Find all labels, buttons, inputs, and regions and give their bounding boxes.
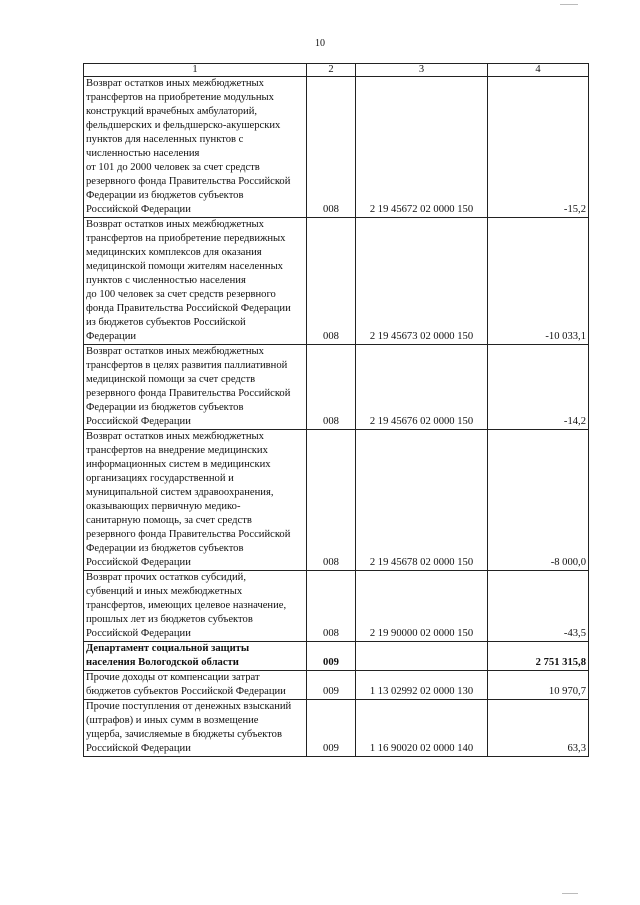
row-name-cell: Департамент социальной защиты населения Вологодской области <box>84 642 307 671</box>
row-amount-cell: -43,5 <box>488 571 589 642</box>
row-code-cell: 2 19 45678 02 0000 150 <box>356 430 488 571</box>
column-header: 1 <box>84 64 307 77</box>
table-row <box>84 77 589 218</box>
row-code-cell: 2 19 90000 02 0000 150 <box>356 571 488 642</box>
table-row <box>84 218 589 345</box>
table-row <box>84 671 589 700</box>
column-header: 4 <box>488 64 589 77</box>
table-body <box>84 77 589 757</box>
row-amount-cell: -14,2 <box>488 345 589 430</box>
row-chapter-cell: 008 <box>307 345 356 430</box>
row-code-cell: 2 19 45672 02 0000 150 <box>356 77 488 218</box>
row-name-cell: Возврат остатков иных межбюджетных трансфертов в целях развития паллиативной медицинской помощи за счет средств резервного фонда Правительства Российской Федерации из бюджетов субъектов Российской Федерации <box>84 345 307 430</box>
column-header: 2 <box>307 64 356 77</box>
row-name-cell: Возврат прочих остатков субсидий, субвенций и иных межбюджетных трансфертов, имеющих целевое назначение, прошлых лет из бюджетов субъектов Российской Федерации <box>84 571 307 642</box>
row-code-cell: 1 16 90020 02 0000 140 <box>356 700 488 757</box>
row-amount-cell: -8 000,0 <box>488 430 589 571</box>
revenue-table <box>83 63 589 757</box>
row-chapter-cell: 009 <box>307 642 356 671</box>
table-row <box>84 571 589 642</box>
row-name-cell: Возврат остатков иных межбюджетных трансфертов на приобретение модульных конструкций врачебных амбулаторий, фельдшерских и фельдшерско-акушерских пунктов для населенных пунктов с численностью населения от 101 до 2000 человек за счет средств резервного фонда Правительства Российской Федерации из бюджетов субъектов Российской Федерации <box>84 77 307 218</box>
row-name-cell: Возврат остатков иных межбюджетных трансфертов на приобретение передвижных медицинских комплексов для оказания медицинской помощи жителям населенных пунктов с численностью населения до 100 человек за счет средств резервного фонда Правительства Российской Федерации из бюджетов субъектов Российской Федерации <box>84 218 307 345</box>
row-chapter-cell: 008 <box>307 218 356 345</box>
row-chapter-cell: 008 <box>307 571 356 642</box>
row-name-cell: Возврат остатков иных межбюджетных трансфертов на внедрение медицинских информационных систем в медицинских организациях государственной и муниципальной систем здравоохранения, оказывающих первичную медико- санитарную помощь, за счет средств резервного фонда Правительства Российской Федерации из бюджетов субъектов Российской Федерации <box>84 430 307 571</box>
row-name-cell: Прочие доходы от компенсации затрат бюджетов субъектов Российской Федерации <box>84 671 307 700</box>
row-amount-cell: 2 751 315,8 <box>488 642 589 671</box>
scan-artifact-bottom <box>562 893 578 894</box>
row-amount-cell: -15,2 <box>488 77 589 218</box>
table-row <box>84 642 589 671</box>
row-code-cell: 1 13 02992 02 0000 130 <box>356 671 488 700</box>
row-name-cell: Прочие поступления от денежных взысканий (штрафов) и иных сумм в возмещение ущерба, зачисляемые в бюджеты субъектов Российской Федерации <box>84 700 307 757</box>
page-number: 10 <box>315 38 325 49</box>
column-header: 3 <box>356 64 488 77</box>
row-code-cell: 2 19 45673 02 0000 150 <box>356 218 488 345</box>
row-code-cell <box>356 642 488 671</box>
row-chapter-cell: 009 <box>307 700 356 757</box>
row-chapter-cell: 009 <box>307 671 356 700</box>
row-code-cell: 2 19 45676 02 0000 150 <box>356 345 488 430</box>
table-row <box>84 430 589 571</box>
header-row <box>84 64 589 77</box>
row-amount-cell: 63,3 <box>488 700 589 757</box>
row-chapter-cell: 008 <box>307 430 356 571</box>
table-row <box>84 345 589 430</box>
table-row <box>84 700 589 757</box>
scan-artifact-top <box>560 4 578 5</box>
row-chapter-cell: 008 <box>307 77 356 218</box>
row-amount-cell: 10 970,7 <box>488 671 589 700</box>
row-amount-cell: -10 033,1 <box>488 218 589 345</box>
